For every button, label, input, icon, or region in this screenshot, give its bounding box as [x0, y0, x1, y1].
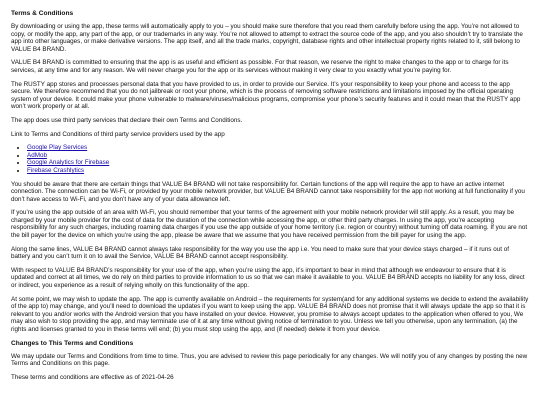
- paragraph-battery: Along the same lines, VALUE B4 BRAND cannot always take responsibility for the way you use the app i.e. You need to make sure that your device stays charged – if it runs out of battery and you can’t turn it on to avail the Service, VALUE B4 BRAND cannot accept responsibility.: [11, 245, 509, 261]
- third-party-links-list: [11, 144, 529, 174]
- paragraph-changes: We may update our Terms and Conditions from time to time. Thus, you are advised to review this page periodically for any changes. We will notify you of any changes by posting the new Terms and Conditions on this page.: [11, 352, 528, 368]
- link-firebase-crashlytics[interactable]: Firebase Crashlytics: [27, 166, 85, 174]
- changes-heading: Changes to This Terms and Conditions: [11, 339, 134, 347]
- link-admob[interactable]: AdMob: [27, 151, 47, 159]
- paragraph-effective-date: These terms and conditions are effective as of 2021-04-26: [11, 373, 174, 381]
- list-item: [27, 159, 529, 167]
- paragraph-data-charges: If you’re using the app outside of an area with Wi-Fi, you should remember that your terms of the agreement with your mobile network provider will still apply. As a result, you may be charged by your mobile provider for the cost of data for the duration of the connection while accessing the app, or other third party charges. In using the app, you’re accepting responsibility for any such charges, including roaming data charges if you use the app outside of your home territory (i.e. region or country) without turning off data roaming. If you are not the bill payer for the device on which you’re using the app, please be aware that we assume that you have received permission from the bill payer for using the app.: [11, 209, 528, 240]
- paragraph-usage: By downloading or using the app, these terms will automatically apply to you – you should make sure therefore that you read them carefully before using the app. You’re not allowed to copy, or modify the app, any part of the app, or our trademarks in any way. You’re not allowed to attempt to extract the source code of the app, and you also shouldn’t try to translate the app into other languages, or make derivative versions. The app itself, and all the trade marks, copyright, database rights and other intellectual property rights related to it, still belong to VALUE B4 BRAND.: [11, 23, 523, 53]
- paragraph-updates: At some point, we may wish to update the app. The app is currently available on Android – the requirements for system(and for any additional systems we decide to extend the availability of the app to) may change, and you’ll need to download the updates if you want to keep using the app. VALUE B4 BRAND does not promise that it will always update the app so that it is relevant to you and/or works with the Android version that you have installed on your device. However, you promise to always accept updates to the application when offered to you, We may also wish to stop providing the app, and may terminate use of it at any time without giving notice of termination to you. Unless we tell you otherwise, upon any termination, (a) the rights and licenses granted to you in these terms will end; (b) you must stop using the app, and (if needed) delete it from your device.: [11, 295, 529, 333]
- list-item: [27, 152, 529, 160]
- paragraph-third-party: The app does use third party services that declare their own Terms and Conditions.: [11, 116, 243, 124]
- paragraph-changes-charges: VALUE B4 BRAND is committed to ensuring that the app is as useful and efficient as possible. For that reason, we reserve the right to make changes to the app or to charge for its services, at any time and for any reason. We will never charge you for the app or its services without making it very clear to you exactly what you’re paying for.: [11, 59, 509, 74]
- list-item: [27, 144, 529, 152]
- link-google-play-services[interactable]: Google Play Services: [27, 144, 88, 152]
- terms-heading: Terms & Conditions: [11, 10, 74, 17]
- link-google-analytics-firebase[interactable]: Google Analytics for Firebase: [27, 159, 110, 167]
- list-item: [27, 167, 529, 175]
- paragraph-personal-data: The RUSTY app stores and processes personal data that you have provided to us, in order to provide our Service. It’s your responsibility to keep your phone and access to the app secure. We therefore recommend that you do not jailbreak or root your phone, which is the process of removing software restrictions and limitations imposed by the official operating system of your device. It could make your phone vulnerable to malware/viruses/malicious programs, compromise your phone’s security features and it could mean that the RUSTY app won’t work properly or at all.: [11, 80, 521, 111]
- paragraph-liability: With respect to VALUE B4 BRAND’s responsibility for your use of the app, when you’re using the app, it’s important to bear in mind that although we endeavour to ensure that it is updated and correct at all times, we do rely on third parties to provide information to us so that we can make it available to you. VALUE B4 BRAND accepts no liability for any loss, direct or indirect, you experience as a result of relying wholly on this functionality of the app.: [11, 266, 525, 290]
- paragraph-connectivity: You should be aware that there are certain things that VALUE B4 BRAND will not take responsibility for. Certain functions of the app will require the app to have an active internet connection. The connection can be Wi-Fi, or provided by your mobile network provider, but VALUE B4 BRAND cannot take responsibility for the app not working at full functionality if you don’t have access to Wi-Fi, and you don’t have any of your data allowance left.: [11, 180, 525, 203]
- paragraph-third-party-links-intro: Link to Terms and Conditions of third party service providers used by the app: [11, 130, 225, 138]
